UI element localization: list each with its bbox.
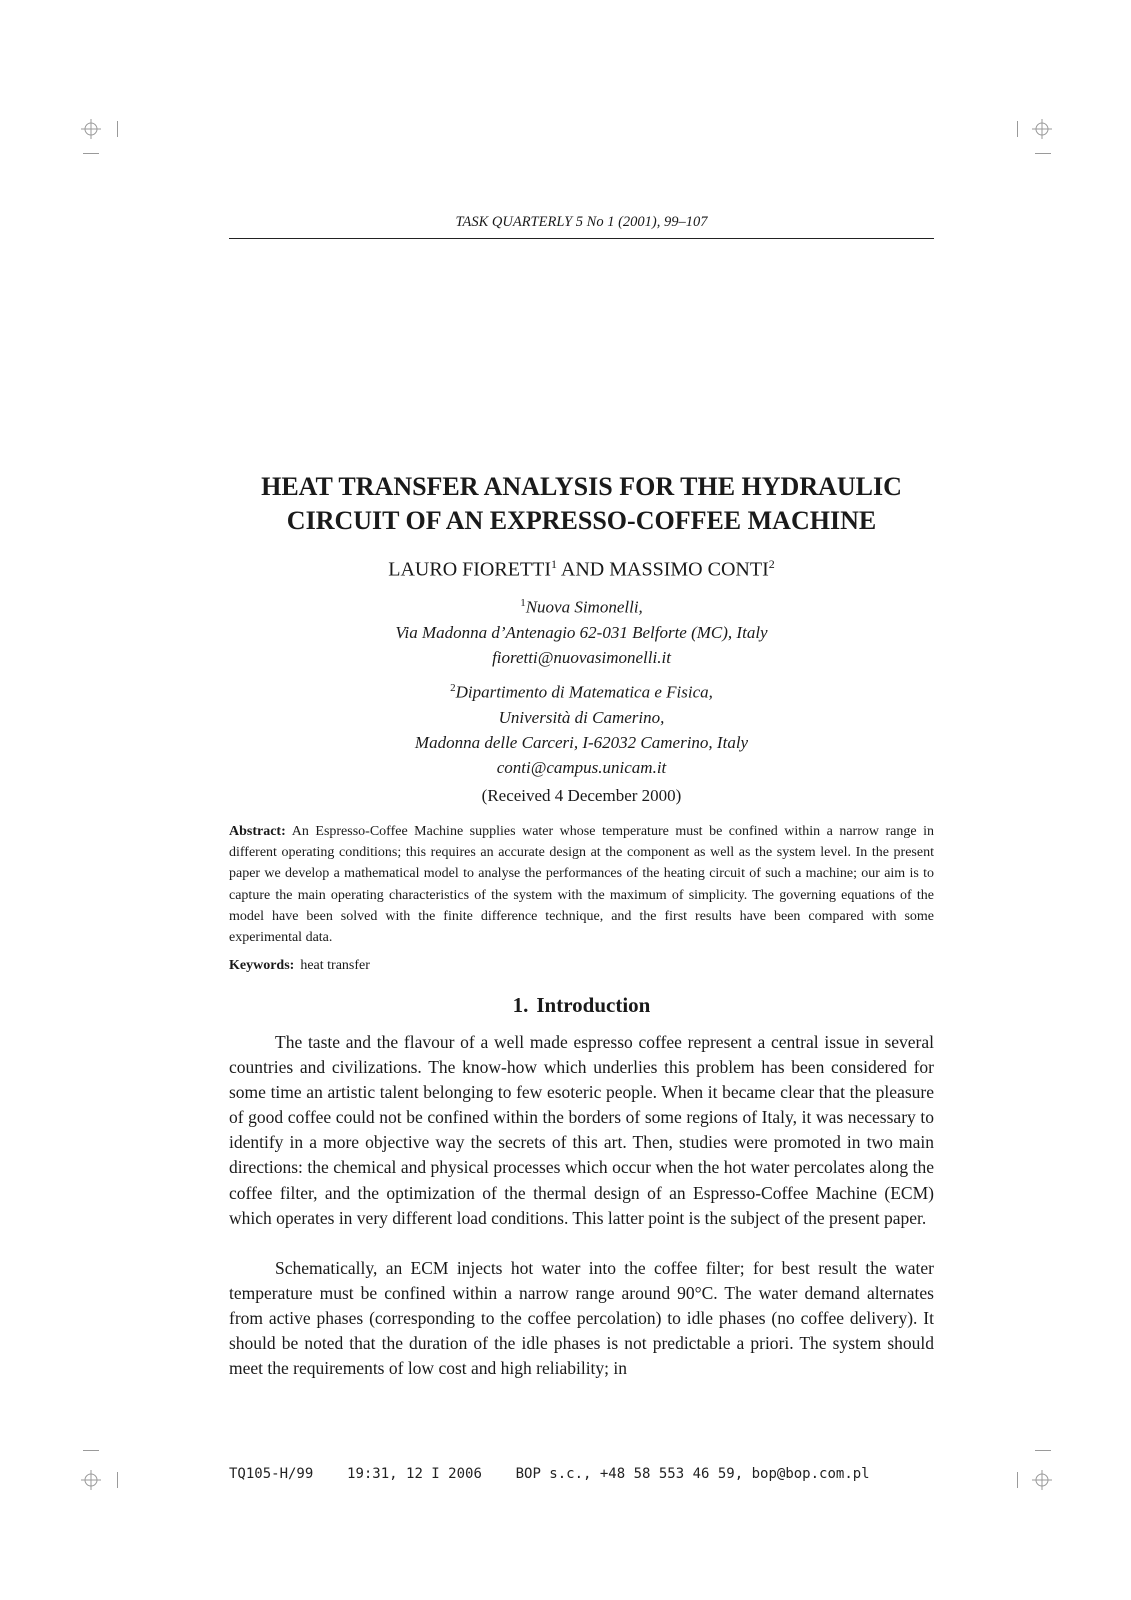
affiliation-line: Via Madonna d’Antenagio 62-031 Belforte (MC), Italy bbox=[395, 622, 768, 642]
abstract bbox=[229, 821, 934, 948]
author-list bbox=[229, 551, 934, 583]
affiliation-1 bbox=[229, 591, 934, 670]
author-conjunction: AND bbox=[560, 558, 605, 581]
registration-mark-top-right bbox=[1030, 117, 1054, 141]
keywords bbox=[229, 956, 934, 976]
abstract-text: An Espresso-Coffee Machine supplies water whose temperature must be confined within a narrow range in different operating conditions; this requires an accurate design at the component as well as the system level. In the present paper we develop a mathematical model to analyse the performances of the heating circuit of such a machine; our aim is to capture the main operating characteristics of the system with the maximum of simplicity. The governing equations of the model have been solved with the finite difference technique, and the first results have been compared with some experimental data. bbox=[229, 824, 934, 946]
job-code: TQ105-H/99 bbox=[229, 1466, 314, 1482]
affiliation-marker: 1 bbox=[551, 557, 558, 571]
crop-mark bbox=[83, 1450, 99, 1451]
author-name: LAURO FIORETTI bbox=[388, 558, 552, 581]
section-title: Introduction bbox=[536, 993, 651, 1017]
received-date: (Received 4 December 2000) bbox=[481, 786, 682, 805]
crop-mark bbox=[117, 121, 118, 137]
crop-mark bbox=[1017, 1472, 1018, 1488]
affiliation-marker: 2 bbox=[768, 557, 775, 571]
print-timestamp: 19:31, 12 I 2006 bbox=[347, 1466, 482, 1482]
title-line-1: HEAT TRANSFER ANALYSIS FOR THE HYDRAULIC bbox=[261, 472, 902, 501]
title-line-2: CIRCUIT OF AN EXPRESSO-COFFEE MACHINE bbox=[286, 506, 877, 535]
registration-mark-bottom-left bbox=[79, 1468, 103, 1492]
affiliation-marker: 2 bbox=[450, 682, 456, 694]
registration-mark-bottom-right bbox=[1030, 1468, 1054, 1492]
paper-title bbox=[229, 470, 934, 538]
crop-mark bbox=[1035, 153, 1051, 154]
keywords-label: Keywords: bbox=[229, 958, 295, 973]
crop-mark bbox=[83, 153, 99, 154]
registration-mark-top-left bbox=[79, 117, 103, 141]
affiliation-line: Madonna delle Carceri, I-62032 Camerino, Italy bbox=[414, 732, 749, 752]
running-head: TASK QUARTERLY 5 No 1 (2001), 99–107 bbox=[455, 214, 708, 230]
header-rule bbox=[229, 238, 934, 239]
print-slug bbox=[229, 1466, 934, 1482]
author-email: fioretti@nuovasimonelli.it bbox=[492, 647, 671, 667]
affiliation-line: Dipartimento di Matematica e Fisica, bbox=[455, 682, 713, 702]
affiliation-2 bbox=[229, 676, 934, 780]
crop-mark bbox=[1017, 121, 1018, 137]
affiliation-line: Nuova Simonelli, bbox=[525, 597, 643, 617]
section-heading bbox=[229, 993, 934, 1018]
abstract-label: Abstract: bbox=[229, 824, 286, 839]
body-paragraph: The taste and the flavour of a well made espresso coffee represent a central issue in several countries and civilizations. The know-how which underlies this problem has been considered for some time an artistic talent belonging to few esoteric people. When it became clear that the pleasure of good coffee could not be confined within the borders of some regions of Italy, it was necessary to identify in a more objective way the secrets of this art. Then, studies were promoted in two main directions: the chemical and physical processes which occur when the hot water percolates along the coffee filter, and the optimization of the thermal design of an Espresso-Coffee Machine (ECM) which operates in very different load conditions. This latter point is the subject of the present paper. bbox=[229, 1032, 934, 1228]
keywords-text: heat transfer bbox=[300, 958, 370, 973]
author-name: MASSIMO CONTI bbox=[609, 558, 769, 581]
section-number: 1. bbox=[512, 993, 529, 1017]
author-email: conti@campus.unicam.it bbox=[496, 757, 667, 777]
crop-mark bbox=[117, 1472, 118, 1488]
affiliation-line: Università di Camerino, bbox=[498, 707, 665, 727]
crop-mark bbox=[1035, 1450, 1051, 1451]
printer-info: BOP s.c., +48 58 553 46 59, bop@bop.com.pl bbox=[515, 1466, 870, 1482]
body-paragraph: Schematically, an ECM injects hot water into the coffee filter; for best result the water temperature must be confined within a narrow range around 90°C. The water demand alternates from active phases (corresponding to the coffee percolation) to idle phases (no coffee delivery). It should be noted that the duration of the idle phases is not predictable a priori. The system should meet the requirements of low cost and high reliability; in bbox=[229, 1258, 934, 1379]
affiliation-marker: 1 bbox=[520, 597, 526, 609]
